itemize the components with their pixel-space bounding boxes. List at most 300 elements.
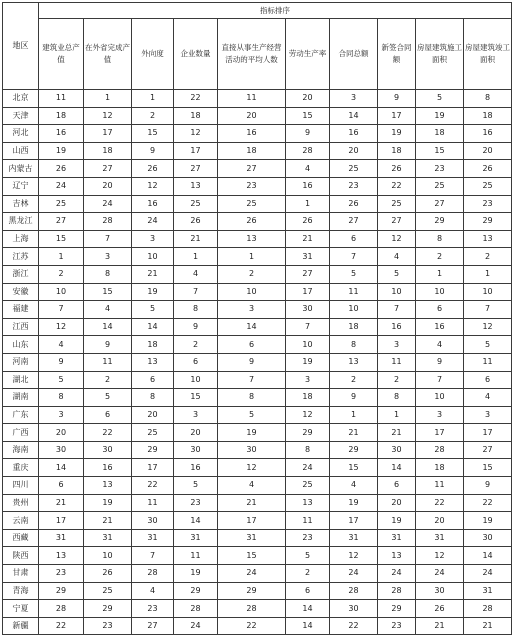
- rank-cell: 1: [330, 406, 378, 424]
- rank-cell: 8: [218, 389, 286, 407]
- rank-cell: 18: [464, 107, 512, 125]
- rank-cell: 31: [464, 582, 512, 600]
- table-row: [3, 318, 512, 336]
- column-header: 外向度: [132, 19, 174, 90]
- rank-cell: 10: [39, 283, 84, 301]
- table-row: [3, 494, 512, 512]
- rank-cell: 4: [132, 582, 174, 600]
- rank-cell: 20: [174, 424, 218, 442]
- rank-cell: 12: [218, 459, 286, 477]
- rank-cell: 13: [464, 230, 512, 248]
- rank-cell: 16: [218, 125, 286, 143]
- table-row: [3, 160, 512, 178]
- region-cell: 陕西: [3, 547, 39, 565]
- rank-cell: 30: [416, 582, 464, 600]
- rank-cell: 2: [464, 248, 512, 266]
- rank-cell: 13: [378, 547, 416, 565]
- rank-cell: 30: [39, 441, 84, 459]
- rank-cell: 24: [84, 195, 132, 213]
- rank-cell: 11: [330, 283, 378, 301]
- rank-cell: 22: [330, 617, 378, 635]
- rank-cell: 7: [174, 283, 218, 301]
- rank-cell: 14: [464, 547, 512, 565]
- region-cell: 北京: [3, 90, 39, 108]
- table-row: [3, 195, 512, 213]
- rank-cell: 26: [286, 213, 330, 231]
- region-cell: 青海: [3, 582, 39, 600]
- rank-cell: 26: [132, 160, 174, 178]
- rank-cell: 23: [286, 529, 330, 547]
- rank-cell: 20: [218, 107, 286, 125]
- region-cell: 安徽: [3, 283, 39, 301]
- region-cell: 西藏: [3, 529, 39, 547]
- rank-cell: 21: [39, 494, 84, 512]
- rank-cell: 9: [416, 353, 464, 371]
- rank-cell: 15: [286, 107, 330, 125]
- rank-cell: 11: [416, 477, 464, 495]
- region-cell: 吉林: [3, 195, 39, 213]
- rank-cell: 30: [330, 600, 378, 618]
- rank-cell: 26: [378, 160, 416, 178]
- rank-cell: 17: [174, 142, 218, 160]
- rank-cell: 12: [132, 177, 174, 195]
- rank-cell: 29: [286, 424, 330, 442]
- table-row: [3, 529, 512, 547]
- rank-cell: 1: [464, 265, 512, 283]
- rank-cell: 21: [464, 617, 512, 635]
- rank-cell: 25: [464, 177, 512, 195]
- rank-cell: 4: [218, 477, 286, 495]
- rank-cell: 24: [218, 565, 286, 583]
- column-header: 房屋建筑竣工面积: [464, 19, 512, 90]
- rank-cell: 21: [330, 424, 378, 442]
- rank-cell: 10: [132, 248, 174, 266]
- rank-cell: 6: [464, 371, 512, 389]
- rank-cell: 3: [378, 336, 416, 354]
- rank-cell: 22: [39, 617, 84, 635]
- table-row: [3, 406, 512, 424]
- rank-cell: 12: [416, 547, 464, 565]
- rank-cell: 30: [218, 441, 286, 459]
- rank-cell: 19: [132, 283, 174, 301]
- rank-cell: 26: [39, 160, 84, 178]
- table-row: [3, 371, 512, 389]
- rank-cell: 5: [464, 336, 512, 354]
- table-row: [3, 617, 512, 635]
- rank-cell: 10: [416, 283, 464, 301]
- rank-cell: 3: [286, 371, 330, 389]
- rank-cell: 16: [286, 177, 330, 195]
- rank-cell: 5: [132, 301, 174, 319]
- rank-cell: 2: [378, 371, 416, 389]
- rank-cell: 31: [416, 529, 464, 547]
- rank-cell: 27: [174, 160, 218, 178]
- rank-cell: 23: [416, 160, 464, 178]
- rank-cell: 26: [84, 565, 132, 583]
- rank-cell: 13: [132, 353, 174, 371]
- rank-cell: 3: [218, 301, 286, 319]
- rank-cell: 12: [84, 107, 132, 125]
- region-cell: 甘肃: [3, 565, 39, 583]
- rank-cell: 17: [132, 459, 174, 477]
- rank-cell: 9: [330, 389, 378, 407]
- column-header: 企业数量: [174, 19, 218, 90]
- rank-cell: 16: [330, 125, 378, 143]
- rank-cell: 23: [464, 195, 512, 213]
- rank-cell: 10: [464, 283, 512, 301]
- rank-cell: 8: [132, 389, 174, 407]
- rank-cell: 21: [218, 494, 286, 512]
- rank-cell: 9: [132, 142, 174, 160]
- rank-cell: 27: [464, 441, 512, 459]
- rank-cell: 4: [286, 160, 330, 178]
- rank-cell: 6: [378, 477, 416, 495]
- rank-cell: 4: [84, 301, 132, 319]
- rank-cell: 23: [39, 565, 84, 583]
- rank-cell: 4: [378, 248, 416, 266]
- rank-cell: 9: [39, 353, 84, 371]
- rank-cell: 28: [330, 582, 378, 600]
- rank-cell: 3: [39, 406, 84, 424]
- rank-cell: 1: [39, 248, 84, 266]
- region-cell: 湖南: [3, 389, 39, 407]
- region-cell: 江西: [3, 318, 39, 336]
- rank-cell: 2: [132, 107, 174, 125]
- rank-cell: 29: [39, 582, 84, 600]
- rank-cell: 18: [416, 125, 464, 143]
- rank-cell: 12: [378, 230, 416, 248]
- region-cell: 江苏: [3, 248, 39, 266]
- rank-cell: 8: [330, 336, 378, 354]
- rank-cell: 31: [84, 529, 132, 547]
- rank-cell: 20: [286, 90, 330, 108]
- rank-cell: 23: [218, 177, 286, 195]
- rank-cell: 22: [416, 494, 464, 512]
- rank-cell: 14: [174, 512, 218, 530]
- rank-cell: 23: [330, 177, 378, 195]
- rank-cell: 19: [286, 353, 330, 371]
- rank-cell: 28: [286, 142, 330, 160]
- rank-cell: 12: [174, 125, 218, 143]
- rank-cell: 18: [218, 142, 286, 160]
- table-row: [3, 389, 512, 407]
- rank-cell: 1: [286, 195, 330, 213]
- rank-cell: 21: [286, 230, 330, 248]
- rank-cell: 15: [416, 142, 464, 160]
- rank-cell: 29: [378, 600, 416, 618]
- rank-cell: 30: [378, 441, 416, 459]
- rank-cell: 14: [286, 600, 330, 618]
- region-cell: 湖北: [3, 371, 39, 389]
- header-row-columns: [3, 19, 512, 90]
- rank-cell: 21: [416, 617, 464, 635]
- column-header: 新签合同额: [378, 19, 416, 90]
- rank-cell: 20: [416, 512, 464, 530]
- rank-cell: 6: [39, 477, 84, 495]
- column-header: 房屋建筑施工面积: [416, 19, 464, 90]
- rank-cell: 9: [378, 90, 416, 108]
- rank-cell: 25: [84, 582, 132, 600]
- rank-cell: 22: [84, 424, 132, 442]
- rank-cell: 19: [464, 512, 512, 530]
- rank-cell: 5: [330, 265, 378, 283]
- table-header: [3, 3, 512, 90]
- rank-cell: 11: [464, 353, 512, 371]
- rank-cell: 31: [39, 529, 84, 547]
- rank-cell: 1: [218, 248, 286, 266]
- rank-cell: 18: [378, 142, 416, 160]
- rank-cell: 7: [378, 301, 416, 319]
- rank-cell: 1: [378, 406, 416, 424]
- rank-cell: 18: [416, 459, 464, 477]
- rank-cell: 11: [174, 547, 218, 565]
- rank-cell: 8: [39, 389, 84, 407]
- rank-cell: 19: [330, 494, 378, 512]
- rank-cell: 15: [464, 459, 512, 477]
- rank-cell: 22: [464, 494, 512, 512]
- rank-cell: 20: [84, 177, 132, 195]
- rank-cell: 24: [378, 565, 416, 583]
- rank-cell: 5: [286, 547, 330, 565]
- rank-cell: 26: [174, 213, 218, 231]
- rank-cell: 19: [378, 512, 416, 530]
- rank-cell: 19: [84, 494, 132, 512]
- rank-cell: 10: [416, 389, 464, 407]
- region-cell: 福建: [3, 301, 39, 319]
- rank-cell: 3: [132, 230, 174, 248]
- group-header: 指标排序: [39, 3, 512, 19]
- rank-cell: 25: [174, 195, 218, 213]
- rank-cell: 28: [132, 565, 174, 583]
- rank-cell: 14: [39, 459, 84, 477]
- region-cell: 内蒙古: [3, 160, 39, 178]
- rank-cell: 5: [416, 90, 464, 108]
- table-row: [3, 283, 512, 301]
- rank-cell: 25: [286, 477, 330, 495]
- rank-cell: 6: [330, 230, 378, 248]
- rank-cell: 17: [330, 512, 378, 530]
- table-row: [3, 265, 512, 283]
- rank-cell: 18: [174, 107, 218, 125]
- rank-cell: 12: [464, 318, 512, 336]
- rank-cell: 29: [174, 582, 218, 600]
- rank-cell: 18: [330, 318, 378, 336]
- rank-cell: 7: [416, 371, 464, 389]
- rank-cell: 15: [330, 459, 378, 477]
- region-cell: 黑龙江: [3, 213, 39, 231]
- rank-cell: 16: [174, 459, 218, 477]
- region-cell: 贵州: [3, 494, 39, 512]
- table-row: [3, 353, 512, 371]
- rank-cell: 24: [39, 177, 84, 195]
- rank-cell: 9: [84, 336, 132, 354]
- rank-cell: 28: [378, 582, 416, 600]
- region-cell: 重庆: [3, 459, 39, 477]
- rank-cell: 27: [286, 265, 330, 283]
- rank-cell: 22: [174, 90, 218, 108]
- rank-cell: 7: [84, 230, 132, 248]
- rank-cell: 27: [132, 617, 174, 635]
- rank-cell: 17: [84, 125, 132, 143]
- rank-cell: 16: [39, 125, 84, 143]
- rank-cell: 7: [132, 547, 174, 565]
- table-row: [3, 477, 512, 495]
- rank-cell: 9: [464, 477, 512, 495]
- rank-cell: 11: [218, 90, 286, 108]
- rank-cell: 27: [39, 213, 84, 231]
- table-row: [3, 565, 512, 583]
- rank-cell: 25: [378, 195, 416, 213]
- table-row: [3, 230, 512, 248]
- rank-cell: 16: [416, 318, 464, 336]
- rank-cell: 6: [132, 371, 174, 389]
- rank-cell: 21: [378, 424, 416, 442]
- column-header: 劳动生产率: [286, 19, 330, 90]
- rank-cell: 23: [174, 494, 218, 512]
- table-body: [3, 90, 512, 635]
- rank-cell: 30: [84, 441, 132, 459]
- rank-cell: 3: [330, 90, 378, 108]
- rank-cell: 23: [84, 617, 132, 635]
- column-header: 在外省完成产值: [84, 19, 132, 90]
- region-cell: 山西: [3, 142, 39, 160]
- rank-cell: 20: [464, 142, 512, 160]
- rank-cell: 2: [286, 565, 330, 583]
- rank-cell: 23: [378, 617, 416, 635]
- table-row: [3, 441, 512, 459]
- rank-cell: 10: [330, 301, 378, 319]
- region-cell: 广东: [3, 406, 39, 424]
- region-cell: 浙江: [3, 265, 39, 283]
- rank-cell: 19: [378, 125, 416, 143]
- rank-cell: 30: [286, 301, 330, 319]
- rank-cell: 11: [132, 494, 174, 512]
- rank-cell: 13: [218, 230, 286, 248]
- rank-cell: 28: [218, 600, 286, 618]
- rank-cell: 14: [286, 617, 330, 635]
- rank-cell: 20: [330, 142, 378, 160]
- rank-cell: 4: [39, 336, 84, 354]
- table-row: [3, 248, 512, 266]
- region-cell: 广西: [3, 424, 39, 442]
- region-cell: 海南: [3, 441, 39, 459]
- table-row: [3, 301, 512, 319]
- rank-cell: 13: [84, 477, 132, 495]
- table-row: [3, 125, 512, 143]
- rank-cell: 7: [218, 371, 286, 389]
- rank-cell: 11: [286, 512, 330, 530]
- rank-cell: 31: [330, 529, 378, 547]
- rank-cell: 8: [174, 301, 218, 319]
- rank-cell: 27: [84, 160, 132, 178]
- region-cell: 云南: [3, 512, 39, 530]
- rank-cell: 29: [464, 213, 512, 231]
- rank-cell: 7: [464, 301, 512, 319]
- rank-cell: 15: [218, 547, 286, 565]
- rank-cell: 5: [174, 477, 218, 495]
- ranking-table: [2, 2, 512, 635]
- rank-cell: 2: [218, 265, 286, 283]
- rank-cell: 4: [174, 265, 218, 283]
- rank-cell: 9: [174, 318, 218, 336]
- rank-cell: 8: [416, 230, 464, 248]
- region-cell: 山东: [3, 336, 39, 354]
- table-row: [3, 107, 512, 125]
- region-cell: 辽宁: [3, 177, 39, 195]
- rank-cell: 2: [39, 265, 84, 283]
- rank-cell: 25: [218, 195, 286, 213]
- rank-cell: 28: [464, 600, 512, 618]
- rank-cell: 24: [416, 565, 464, 583]
- rank-cell: 18: [84, 142, 132, 160]
- rank-cell: 3: [84, 248, 132, 266]
- rank-cell: 17: [464, 424, 512, 442]
- rank-cell: 20: [132, 406, 174, 424]
- rank-cell: 10: [378, 283, 416, 301]
- rank-cell: 18: [286, 389, 330, 407]
- region-column-header: 地区: [3, 3, 39, 90]
- rank-cell: 15: [174, 389, 218, 407]
- rank-cell: 2: [416, 248, 464, 266]
- rank-cell: 31: [286, 248, 330, 266]
- rank-cell: 16: [132, 195, 174, 213]
- rank-cell: 4: [330, 477, 378, 495]
- rank-cell: 31: [218, 529, 286, 547]
- rank-cell: 25: [416, 177, 464, 195]
- rank-cell: 26: [464, 160, 512, 178]
- rank-cell: 24: [174, 617, 218, 635]
- rank-cell: 24: [464, 565, 512, 583]
- rank-cell: 22: [218, 617, 286, 635]
- region-cell: 河南: [3, 353, 39, 371]
- rank-cell: 21: [174, 230, 218, 248]
- rank-cell: 3: [416, 406, 464, 424]
- rank-cell: 21: [84, 512, 132, 530]
- rank-cell: 7: [39, 301, 84, 319]
- rank-cell: 10: [286, 336, 330, 354]
- rank-cell: 15: [132, 125, 174, 143]
- rank-cell: 27: [416, 195, 464, 213]
- rank-cell: 29: [84, 600, 132, 618]
- rank-cell: 17: [416, 424, 464, 442]
- rank-cell: 20: [378, 494, 416, 512]
- rank-cell: 13: [286, 494, 330, 512]
- table-row: [3, 90, 512, 108]
- rank-cell: 1: [84, 90, 132, 108]
- rank-cell: 30: [464, 529, 512, 547]
- rank-cell: 1: [132, 90, 174, 108]
- rank-cell: 31: [132, 529, 174, 547]
- rank-cell: 8: [84, 265, 132, 283]
- rank-cell: 31: [378, 529, 416, 547]
- rank-cell: 3: [464, 406, 512, 424]
- rank-cell: 13: [330, 353, 378, 371]
- rank-cell: 10: [174, 371, 218, 389]
- table-row: [3, 142, 512, 160]
- rank-cell: 24: [286, 459, 330, 477]
- rank-cell: 11: [378, 353, 416, 371]
- table-row: [3, 336, 512, 354]
- rank-cell: 29: [416, 213, 464, 231]
- table-row: [3, 582, 512, 600]
- rank-cell: 30: [132, 512, 174, 530]
- rank-cell: 26: [330, 195, 378, 213]
- rank-cell: 9: [286, 125, 330, 143]
- rank-cell: 8: [464, 90, 512, 108]
- rank-cell: 5: [378, 265, 416, 283]
- rank-cell: 2: [330, 371, 378, 389]
- rank-cell: 28: [174, 600, 218, 618]
